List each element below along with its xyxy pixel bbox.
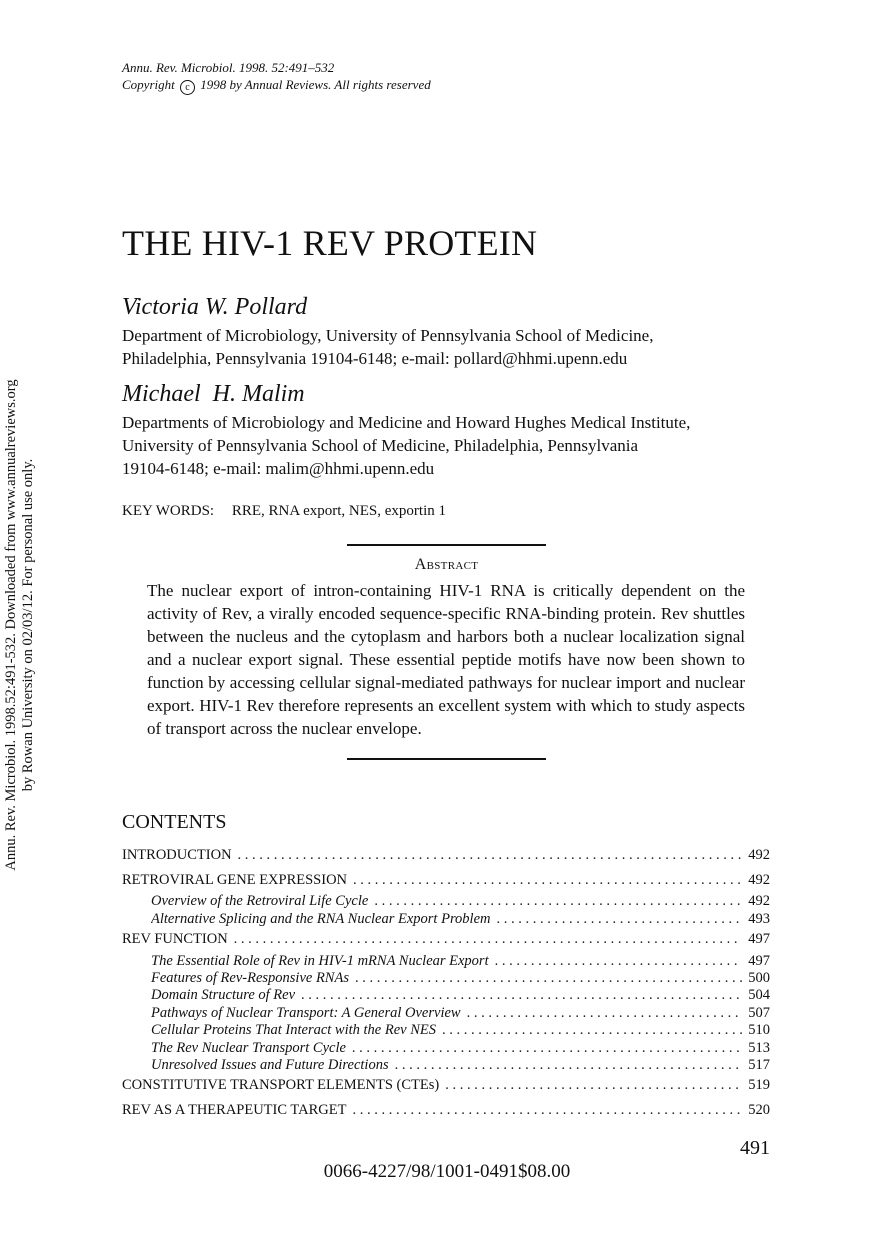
toc-leader-dots xyxy=(467,1005,743,1022)
toc-entry[interactable] xyxy=(122,1102,770,1119)
toc-entry-page: 507 xyxy=(748,1005,770,1021)
toc-entry-page: 492 xyxy=(748,893,770,909)
download-notice-line-1: Annu. Rev. Microbiol. 1998.52:491-532. Downloaded from www.annualreviews.org xyxy=(3,379,19,871)
toc-leader-dots xyxy=(442,1022,742,1039)
copyright-symbol-icon: c xyxy=(180,80,195,95)
toc-entry[interactable] xyxy=(122,1077,770,1094)
toc-subentry[interactable] xyxy=(151,987,770,1004)
toc-subentry[interactable] xyxy=(151,970,770,987)
journal-citation: Annu. Rev. Microbiol. 1998. 52:491–532 xyxy=(122,60,335,75)
toc-leader-dots xyxy=(301,987,742,1004)
toc-entry-title: Alternative Splicing and the RNA Nuclear Export Problem xyxy=(151,911,496,928)
toc-entry[interactable] xyxy=(122,847,770,864)
toc-leader-dots xyxy=(496,911,742,928)
toc-entry[interactable] xyxy=(122,931,770,948)
toc-leader-dots xyxy=(234,931,743,948)
page-number: 491 xyxy=(740,1137,770,1159)
table-of-contents xyxy=(122,0,770,1253)
toc-entry-title: Features of Rev-Responsive RNAs xyxy=(151,970,355,987)
copyright-prefix: Copyright xyxy=(122,77,175,92)
abstract-text: The nuclear export of intron-containing HIV-1 RNA is critically dependent on the activity of Rev, a virally encoded sequence-specific RNA-binding protein. Rev shuttles between the nucleus and the cytoplasm and harbors both a nuclear localization signal and a nuclear export signal. These essential peptide motifs have now been shown to function by accessing cellular signal-mediated pathways for nuclear import and nuclear export. HIV-1 Rev therefore represents an excellent system with which to study aspects of transport across the nuclear envelope. xyxy=(147,581,745,738)
toc-entry-title: INTRODUCTION xyxy=(122,847,238,864)
toc-leader-dots xyxy=(352,1040,742,1057)
toc-entry-page: 500 xyxy=(748,970,770,986)
toc-entry-page: 519 xyxy=(748,1077,770,1093)
toc-subentry[interactable] xyxy=(151,953,770,970)
toc-subentry[interactable] xyxy=(151,1022,770,1039)
toc-leader-dots xyxy=(352,1102,742,1119)
toc-entry-title: Unresolved Issues and Future Directions xyxy=(151,1057,395,1074)
toc-entry-title: Domain Structure of Rev xyxy=(151,987,301,1004)
toc-entry-title: Pathways of Nuclear Transport: A General Overview xyxy=(151,1005,467,1022)
affiliation-line: 19104-6148; e-mail: malim@hhmi.upenn.edu xyxy=(122,459,435,478)
toc-entry-title: CONSTITUTIVE TRANSPORT ELEMENTS (CTEs) xyxy=(122,1077,445,1094)
download-notice-line-2: by Rowan University on 02/03/12. For personal use only. xyxy=(20,458,36,792)
toc-subentry[interactable] xyxy=(151,1057,770,1074)
contents-heading: CONTENTS xyxy=(122,811,227,833)
download-sidebar xyxy=(0,0,40,1253)
toc-entry-title: REV FUNCTION xyxy=(122,931,234,948)
toc-entry-title: Cellular Proteins That Interact with the Rev NES xyxy=(151,1022,442,1039)
toc-subentry[interactable] xyxy=(151,893,770,910)
keywords-label: KEY WORDS: xyxy=(122,503,215,519)
affiliation-line: Department of Microbiology, University of Pennsylvania School of Medicine, xyxy=(122,326,654,345)
article-title: THE HIV-1 REV PROTEIN xyxy=(122,223,538,263)
toc-leader-dots xyxy=(395,1057,743,1074)
keywords-value: RRE, RNA export, NES, exportin 1 xyxy=(231,503,447,519)
affiliation-line: Departments of Microbiology and Medicine and Howard Hughes Medical Institute, xyxy=(122,413,691,432)
toc-entry-page: 520 xyxy=(748,1102,770,1118)
toc-entry-page: 492 xyxy=(748,847,770,863)
toc-leader-dots xyxy=(238,847,743,864)
toc-leader-dots xyxy=(495,953,743,970)
toc-entry-page: 513 xyxy=(748,1040,770,1056)
toc-subentry[interactable] xyxy=(151,1005,770,1022)
toc-entry-title: Overview of the Retroviral Life Cycle xyxy=(151,893,374,910)
author-name: Michael H. Malim xyxy=(122,381,305,407)
copyright-suffix: 1998 by Annual Reviews. All rights reserved xyxy=(200,77,431,92)
author-name: Victoria W. Pollard xyxy=(122,294,308,320)
toc-entry-page: 497 xyxy=(748,931,770,947)
toc-entry-title: REV AS A THERAPEUTIC TARGET xyxy=(122,1102,352,1119)
toc-leader-dots xyxy=(355,970,742,987)
toc-entry-page: 517 xyxy=(748,1057,770,1073)
toc-entry-title: RETROVIRAL GENE EXPRESSION xyxy=(122,872,353,889)
toc-entry-page: 504 xyxy=(748,987,770,1003)
toc-entry[interactable] xyxy=(122,872,770,889)
toc-entry-page: 497 xyxy=(748,953,770,969)
toc-subentry[interactable] xyxy=(151,911,770,928)
toc-leader-dots xyxy=(353,872,742,889)
toc-leader-dots xyxy=(445,1077,742,1094)
toc-entry-page: 492 xyxy=(748,872,770,888)
abstract-heading: Abstract xyxy=(414,556,479,573)
toc-entry-page: 510 xyxy=(748,1022,770,1038)
toc-leader-dots xyxy=(374,893,742,910)
affiliation-line: Philadelphia, Pennsylvania 19104-6148; e-mail: pollard@hhmi.upenn.edu xyxy=(122,349,628,368)
toc-subentry[interactable] xyxy=(151,1040,770,1057)
affiliation-line: University of Pennsylvania School of Medicine, Philadelphia, Pennsylvania xyxy=(122,436,639,455)
toc-entry-title: The Essential Role of Rev in HIV-1 mRNA Nuclear Export xyxy=(151,953,495,970)
footer-code: 0066-4227/98/1001-0491$08.00 xyxy=(323,1161,571,1182)
download-notice xyxy=(3,379,37,870)
toc-entry-page: 493 xyxy=(748,911,770,927)
toc-entry-title: The Rev Nuclear Transport Cycle xyxy=(151,1040,352,1057)
